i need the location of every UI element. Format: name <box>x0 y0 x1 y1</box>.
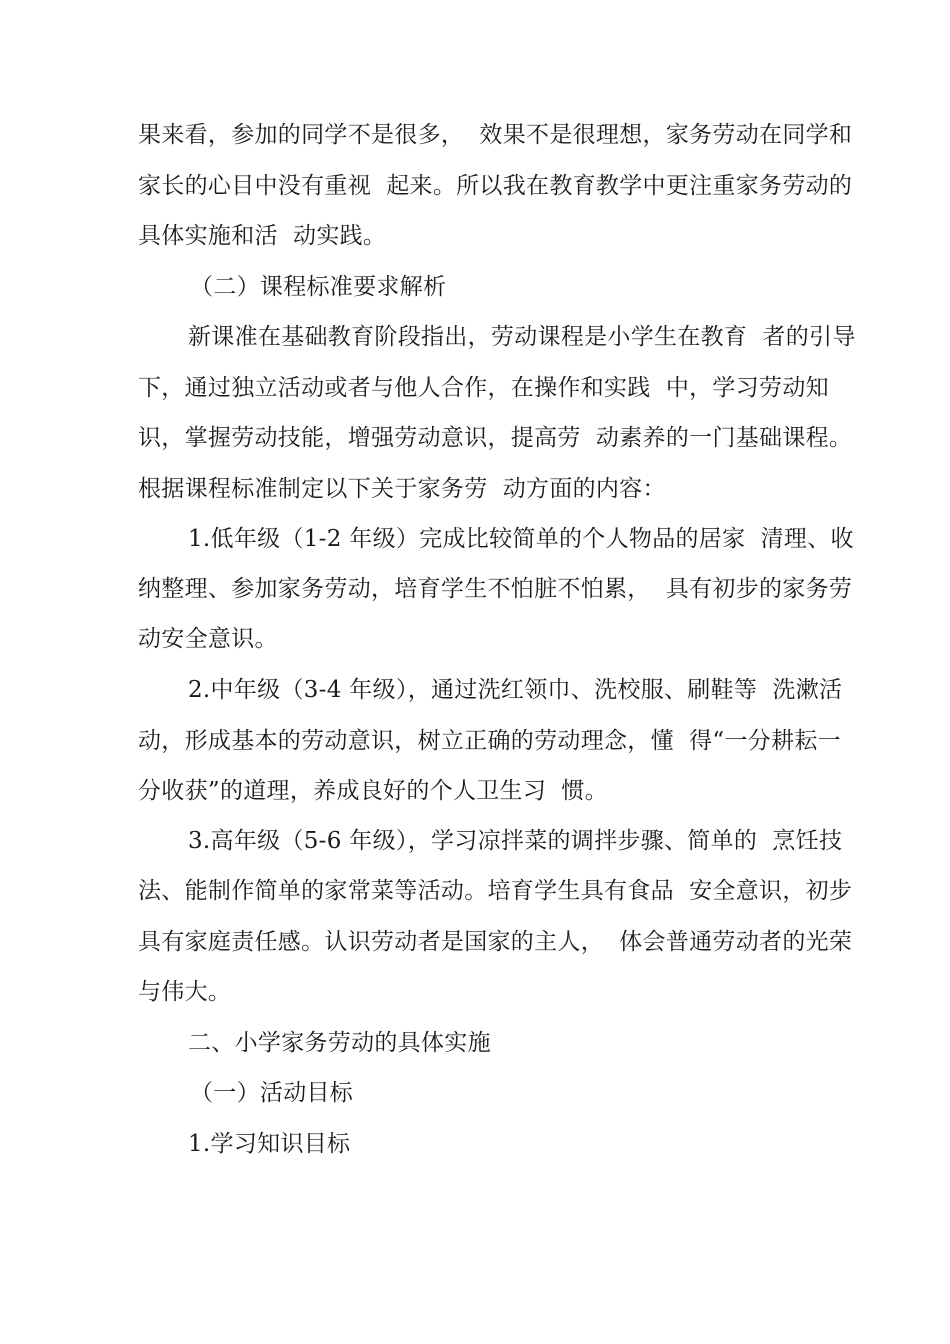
paragraph-line: 法、能制作简单的家常菜等活动。培育学生具有食品 安全意识，初步 <box>138 878 853 904</box>
paragraph-line: 具有家庭责任感。认识劳动者是国家的主人， 体会普通劳动者的光荣 <box>138 929 853 955</box>
paragraph-line: 识，掌握劳动技能，增强劳动意识，提高劳 动素养的一门基础课程。 <box>138 425 853 451</box>
paragraph-line: 新课准在基础教育阶段指出，劳动课程是小学生在教育 者的引导 <box>188 324 856 350</box>
list-item: 3.高年级（5-6 年级），学习凉拌菜的调拌步骤、简单的 烹饪技 <box>188 828 843 854</box>
paragraph-line: 与伟大。 <box>138 979 232 1005</box>
paragraph-line: 动，形成基本的劳动意识，树立正确的劳动理念，懂 得“一分耕耘一 <box>138 728 841 754</box>
paragraph-line: 动安全意识。 <box>138 626 278 652</box>
section-heading: 二、小学家务劳动的具体实施 <box>188 1030 491 1056</box>
section-heading: （二）课程标准要求解析 <box>190 274 447 300</box>
paragraph-line: 分收获”的道理，养成良好的个人卫生习 惯。 <box>138 778 608 804</box>
paragraph-line: 纳整理、参加家务劳动，培育学生不怕脏不怕累， 具有初步的家务劳 <box>138 576 853 602</box>
subsection-heading: （一）活动目标 <box>190 1080 354 1106</box>
list-item: 2.中年级（3-4 年级），通过洗红领巾、洗校服、刷鞋等 洗漱活 <box>188 677 843 703</box>
subsection-heading: 1.学习知识目标 <box>188 1131 351 1157</box>
paragraph-line: 果来看，参加的同学不是很多， 效果不是很理想，家务劳动在同学和 <box>138 122 853 148</box>
list-item: 1.低年级（1-2 年级）完成比较简单的个人物品的居家 清理、收 <box>188 526 854 552</box>
paragraph-line: 家长的心目中没有重视 起来。所以我在教育教学中更注重家务劳动的 <box>138 173 853 199</box>
paragraph-line: 具体实施和活 动实践。 <box>138 223 387 249</box>
paragraph-line: 根据课程标准制定以下关于家务劳 动方面的内容： <box>138 476 666 502</box>
paragraph-line: 下，通过独立活动或者与他人合作，在操作和实践 中，学习劳动知 <box>138 375 829 401</box>
